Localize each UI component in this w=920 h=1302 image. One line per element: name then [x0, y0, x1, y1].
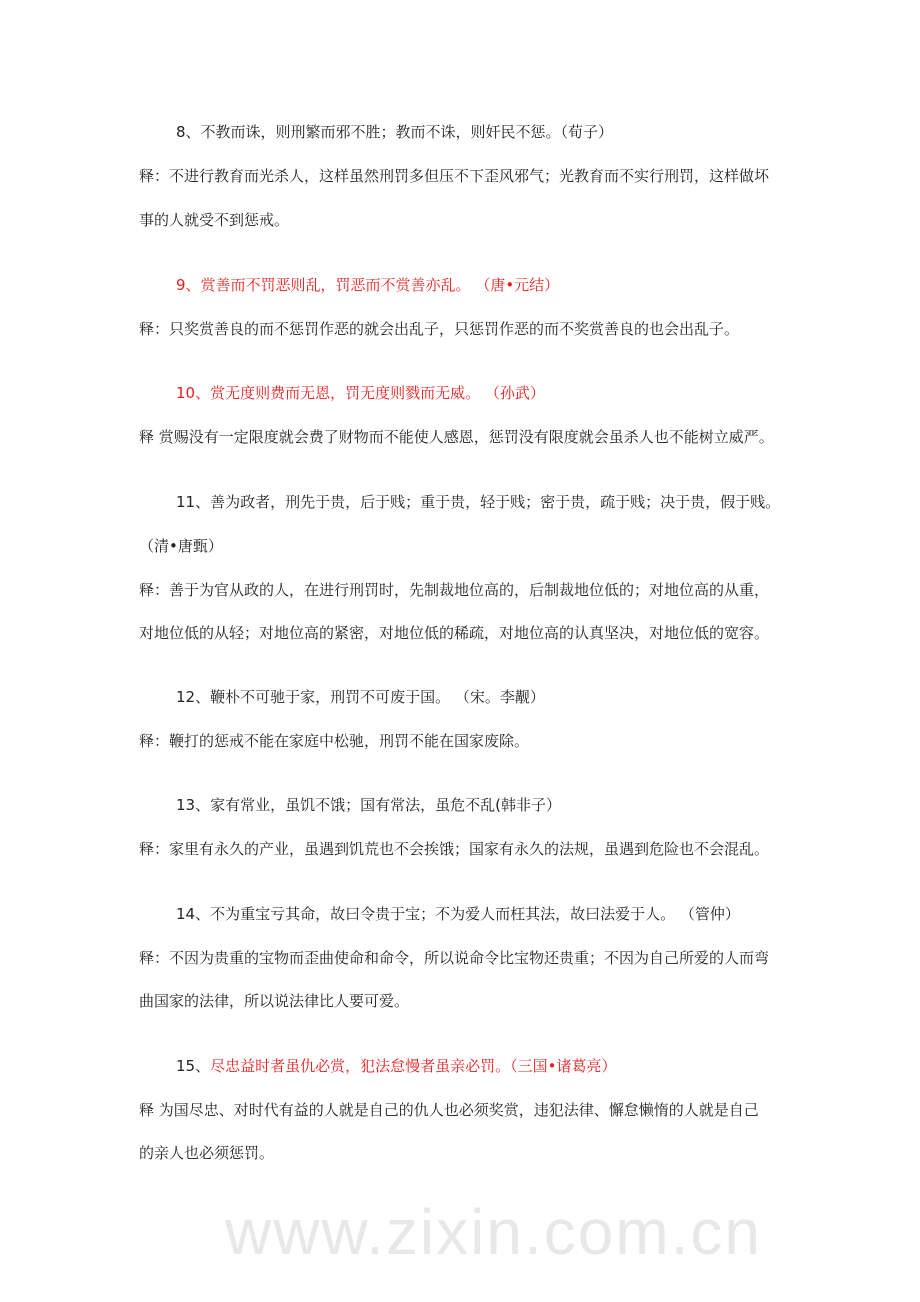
item-15-explanation-line: 释 为国尽忠、对时代有益的人就是自己的仇人也必须奖赏，违犯法律、懈怠懒惰的人就是自己 — [139, 1101, 759, 1119]
item-quote: 鞭朴不可驰于家，刑罚不可废于国。 （宋。李觏） — [210, 688, 545, 706]
item-8-heading — [176, 122, 613, 142]
item-9-heading — [176, 275, 559, 295]
item-quote: 尽忠益时者虽仇必赏，犯法怠慢者虽亲必罚。（三国•诸葛亮） — [210, 1057, 617, 1075]
item-quote: 善为政者，刑先于贵，后于贱；重于贵，轻于贱；密于贵，疏于贱；决于贵，假于贱。 — [210, 493, 781, 511]
item-10-explanation-line: 释 赏赐没有一定限度就会费了财物而不能使人感恩，惩罚没有限度就会虽杀人也不能树立威严。 — [139, 428, 774, 446]
item-quote: 赏善而不罚恶则乱，罚恶而不赏善亦乱。 （唐•元结） — [200, 276, 560, 294]
item-9-explanation-line: 释：只奖赏善良的而不惩罚作恶的就会出乱子，只惩罚作恶的而不奖赏善良的也会出乱子。 — [139, 320, 740, 338]
item-number: 15、 — [176, 1057, 211, 1075]
item-8-explanation-line: 释：不进行教育而光杀人，这样虽然刑罚多但压不下歪风邪气；光教育而不实行刑罚，这样做坏 — [139, 167, 770, 185]
item-11-source: （清•唐甄） — [139, 537, 223, 555]
item-number: 14、 — [176, 905, 211, 923]
item-13-heading — [176, 795, 561, 815]
item-number: 8、 — [176, 123, 201, 141]
item-14-explanation-line: 释：不因为贵重的宝物而歪曲使命和命令，所以说命令比宝物还贵重；不因为自己所爱的人而弯 — [139, 949, 770, 967]
item-13-explanation-line: 释：家里有永久的产业，虽遇到饥荒也不会挨饿；国家有永久的法规，虽遇到危险也不会混乱。 — [139, 840, 770, 858]
item-number: 9、 — [176, 276, 201, 294]
item-number: 12、 — [176, 688, 211, 706]
item-12-explanation-line: 释：鞭打的惩戒不能在家庭中松驰，刑罚不能在国家废除。 — [139, 732, 530, 750]
item-15-explanation-line: 的亲人也必须惩罚。 — [139, 1144, 275, 1162]
item-11-heading — [176, 492, 780, 512]
item-15-heading — [176, 1056, 616, 1076]
watermark: www.zixin.com.cn — [225, 1196, 762, 1268]
item-quote: 赏无度则费而无恩，罚无度则戮而无威。 （孙武） — [210, 384, 545, 402]
item-quote: 不教而诛，则刑繁而邪不胜；教而不诛，则奸民不惩。（荀子） — [200, 123, 614, 141]
item-number: 11、 — [176, 493, 211, 511]
item-number: 10、 — [176, 384, 211, 402]
item-number: 13、 — [176, 796, 211, 814]
item-11-explanation-line: 对地位低的从轻；对地位高的紧密，对地位低的稀疏，对地位高的认真坚决，对地位低的宽容。 — [139, 624, 770, 642]
item-14-explanation-line: 曲国家的法律，所以说法律比人要可爱。 — [139, 992, 410, 1010]
item-11-explanation-line: 释：善于为官从政的人，在进行刑罚时，先制裁地位高的，后制裁地位低的；对地位高的从重， — [139, 581, 770, 599]
item-14-heading — [176, 904, 740, 924]
item-quote: 不为重宝亏其命，故曰令贵于宝；不为爱人而枉其法，故曰法爱于人。 （管仲） — [210, 905, 740, 923]
item-10-heading — [176, 383, 545, 403]
item-8-explanation-line: 事的人就受不到惩戒。 — [139, 211, 290, 229]
item-quote: 家有常业，虽饥不饿；国有常法，虽危不乱(韩非子） — [210, 796, 561, 814]
item-12-heading — [176, 687, 545, 707]
